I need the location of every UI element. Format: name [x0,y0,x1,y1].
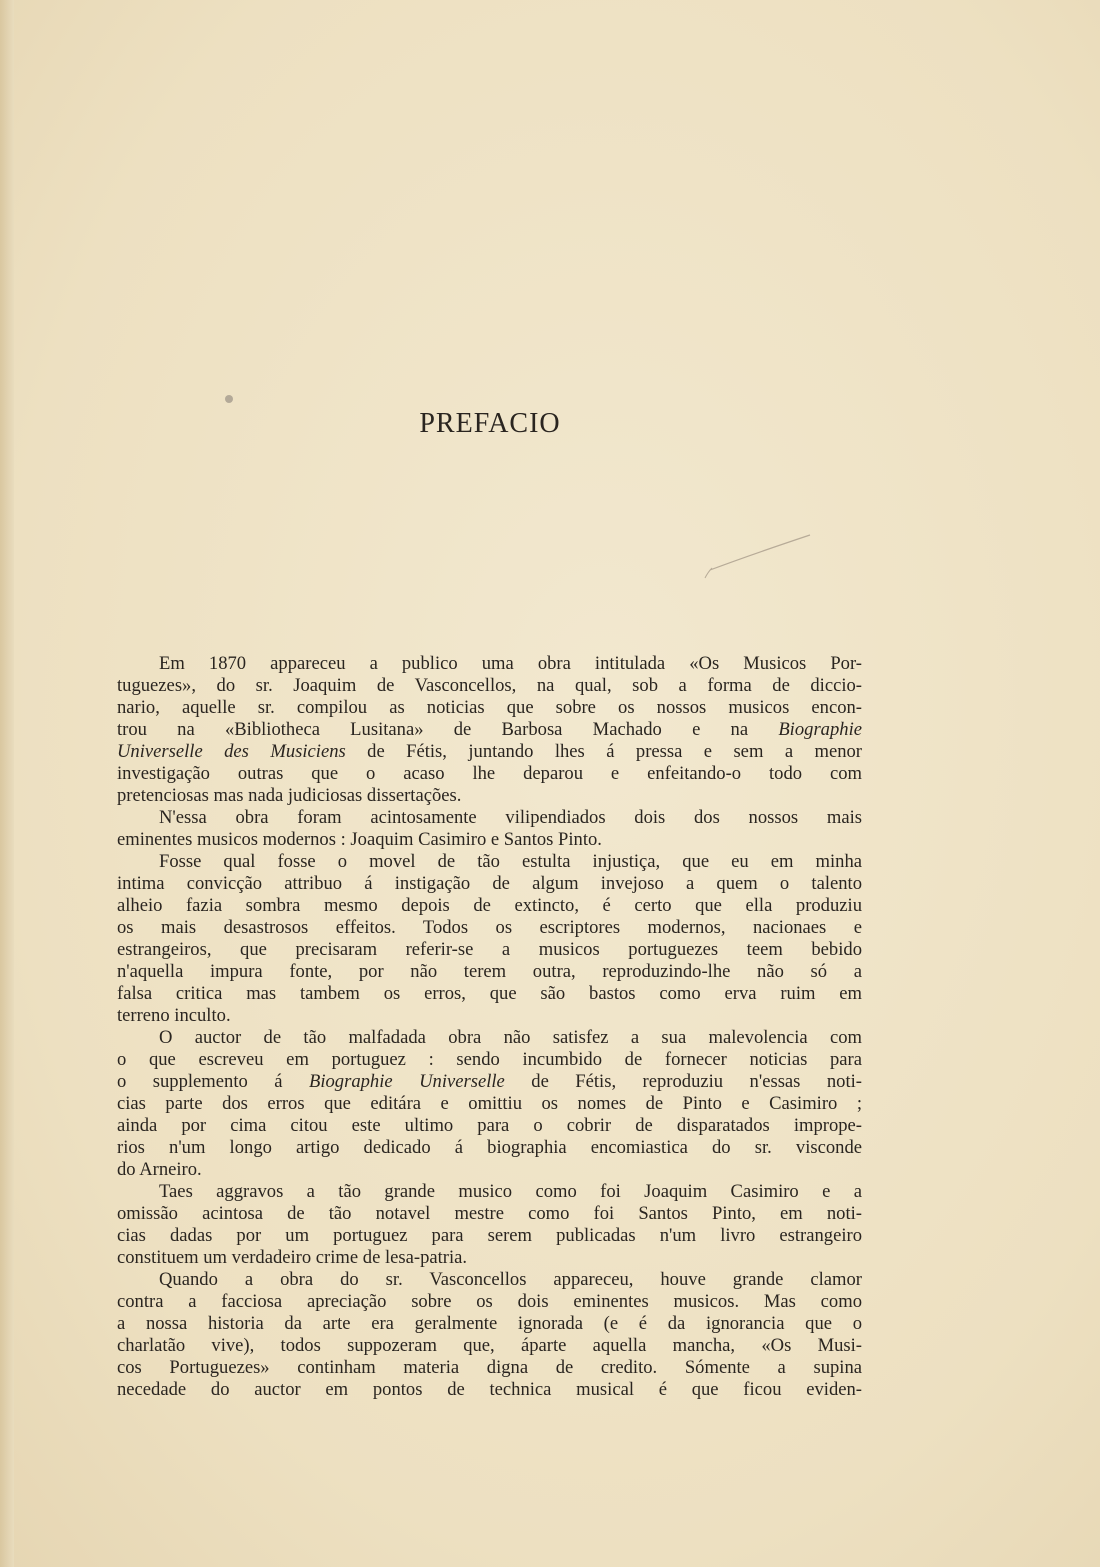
line-text: nario, aquelle sr. compilou as noticias que sobre os nossos musicos encon- [117,697,862,718]
line-text: cias parte dos erros que editára e omittiu os nomes de Pinto e Casimiro ; [117,1093,862,1114]
line-text: cias dadas por um portuguez para serem publicadas n'um livro estrangeiro [117,1225,862,1246]
line-text: falsa critica mas tambem os erros, que são bastos como erva ruim em [117,983,862,1004]
line-text: tuguezes», do sr. Joaquim de Vasconcellos, na qual, sob a forma de diccio- [117,675,862,696]
text-line [117,1005,862,1027]
line-text: a nossa historia da arte era geralmente ignorada (e é da ignorancia que o [117,1313,862,1334]
line-text: constituem um verdadeiro crime de lesa-patria. [117,1247,468,1268]
text-line [117,1357,862,1379]
text-line [117,961,862,983]
line-text: estrangeiros, que precisaram referir-se a musicos portuguezes teem bebido [117,939,862,960]
line-text: Taes aggravos a tão grande musico como foi Joaquim Casimiro e a [159,1181,862,1202]
text-line [117,697,862,719]
line-text: charlatão vive), todos suppozeram que, áparte aquella mancha, «Os Musi- [117,1335,862,1356]
text-line [117,1115,862,1137]
line-text: de Fétis, juntando lhes á pressa e sem a menor [345,741,862,762]
line-text: de Fétis, reproduziu n'essas noti- [504,1071,863,1092]
page-title: PREFACIO [419,408,561,439]
text-line [117,873,862,895]
ink-dot [225,395,233,403]
text-line [117,917,862,939]
line-text: alheio fazia sombra mesmo depois de extincto, é certo que ella produziu [117,895,862,916]
line-text: do Arneiro. [117,1159,202,1180]
line-text: ainda por cima citou este ultimo para o cobrir de disparatados imprope- [117,1115,862,1136]
text-line [117,1313,862,1335]
line-text: trou na «Bibliotheca Lusitana» de Barbosa Machado e na [117,719,779,740]
line-text: omissão acintosa de tão notavel mestre como foi Santos Pinto, em noti- [117,1203,862,1224]
line-text: rios n'um longo artigo dedicado á biographia encomiastica do sr. visconde [117,1137,862,1158]
line-text: n'aquella impura fonte, por não terem outra, reproduzindo-lhe não só a [117,961,862,982]
text-line [117,719,862,741]
italic-title: Biographie [778,719,862,740]
text-line [117,1071,862,1093]
text-line [117,1137,862,1159]
text-line [117,851,862,873]
line-text: investigação outras que o acaso lhe deparou e enfeitando-o todo com [117,763,862,784]
line-text: Quando a obra do sr. Vasconcellos appareceu, houve grande clamor [159,1269,862,1290]
text-line [117,1225,862,1247]
line-text: o que escreveu em portuguez : sendo incumbido de fornecer noticias para [117,1049,862,1070]
pencil-mark [690,500,830,590]
text-line [117,1379,862,1401]
line-text: Fosse qual fosse o movel de tão estulta injustiça, que eu em minha [159,851,862,872]
line-text: os mais desastrosos effeitos. Todos os escriptores modernos, nacionaes e [117,917,862,938]
text-line [117,807,862,829]
text-line [117,785,862,807]
line-text: eminentes musicos modernos : Joaquim Casimiro e Santos Pinto. [117,829,602,850]
text-line [117,1049,862,1071]
text-line [117,1291,862,1313]
line-text: necedade do auctor em pontos de technica musical é que ficou eviden- [117,1379,862,1400]
line-text: Em 1870 appareceu a publico uma obra intitulada «Os Musicos Por- [159,653,862,674]
line-text: intima convicção attribuo á instigação de algum invejoso a quem o talento [117,873,862,894]
line-text: O auctor de tão malfadada obra não satisfez a sua malevolencia com [159,1027,862,1048]
text-line [117,1159,862,1181]
line-text: contra a facciosa apreciação sobre os dois eminentes musicos. Mas como [117,1291,862,1312]
text-line [117,741,862,763]
line-text: pretenciosas mas nada judiciosas dissertações. [117,785,462,806]
text-line [117,939,862,961]
text-line [117,1027,862,1049]
italic-title: Biographie Universelle [308,1071,505,1092]
text-line [117,1335,862,1357]
text-line [117,1181,862,1203]
binding-edge [0,0,14,1567]
text-line [117,763,862,785]
line-text: N'essa obra foram acintosamente vilipendiados dois dos nossos mais [159,807,862,828]
body-text [117,653,862,1401]
text-line [117,895,862,917]
line-text: o supplemento á [117,1071,309,1092]
text-line [117,829,862,851]
text-line [117,983,862,1005]
text-line [117,653,862,675]
text-line [117,675,862,697]
text-line [117,1269,862,1291]
text-line [117,1247,862,1269]
line-text: cos Portuguezes» continham materia digna de credito. Sómente a supina [117,1357,862,1378]
line-text: terreno inculto. [117,1005,231,1026]
italic-title: Universelle des Musiciens [117,741,346,762]
text-line [117,1093,862,1115]
text-line [117,1203,862,1225]
